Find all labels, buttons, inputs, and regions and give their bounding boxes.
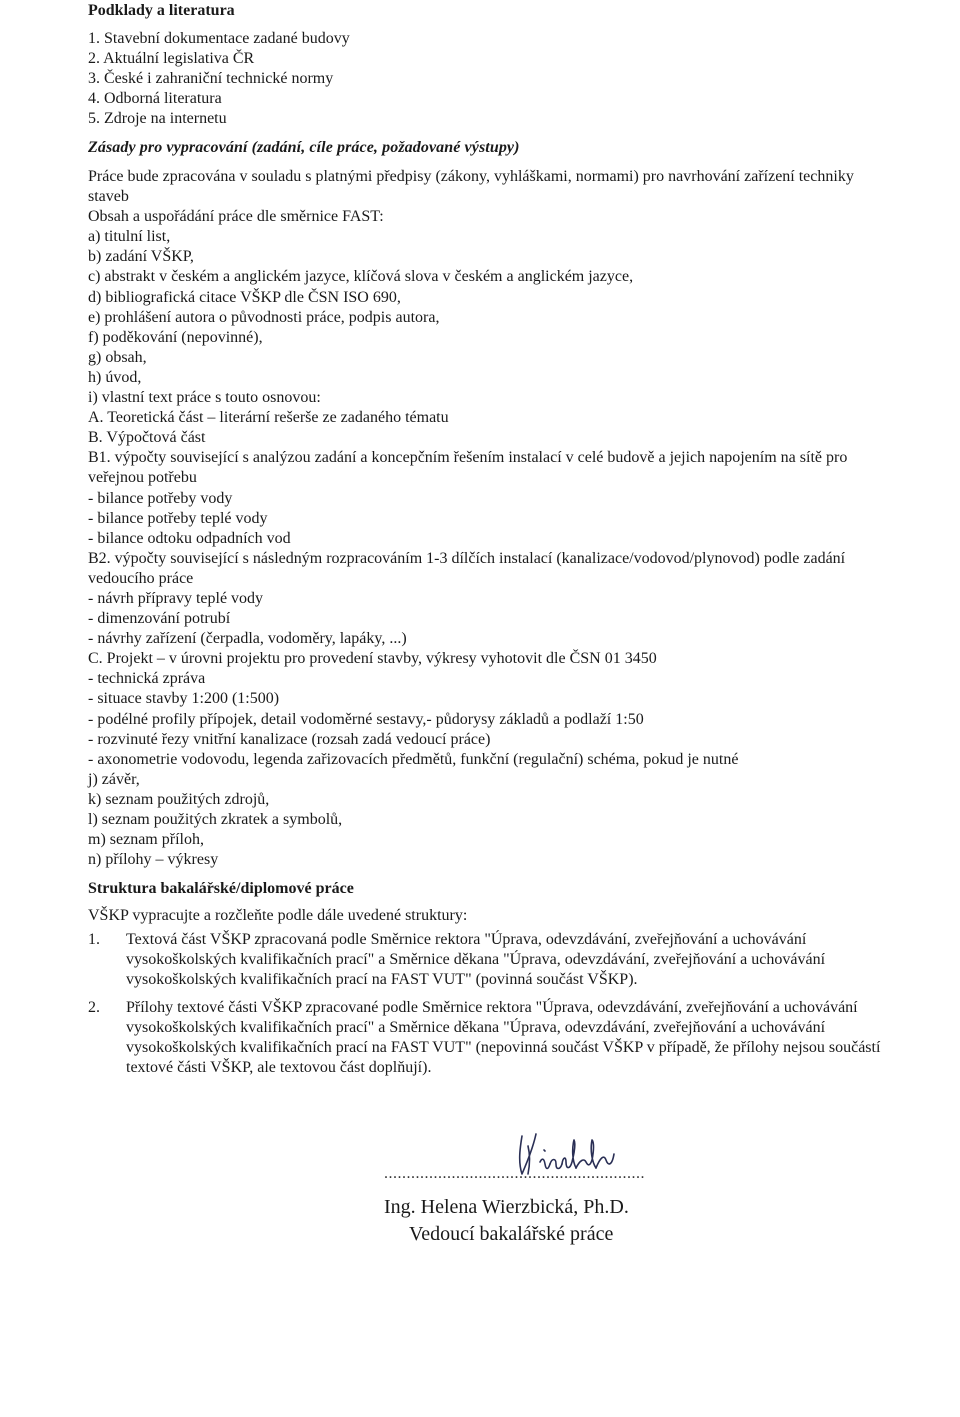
principles-line: h) úvod, bbox=[88, 368, 142, 386]
principles-line: - situace stavby 1:200 (1:500) bbox=[88, 690, 280, 708]
sources-item: 5. Zdroje na internetu bbox=[88, 110, 227, 127]
structure-item-line: vysokoškolských kvalifikačních prací na FAST VUT" (povinná součást VŠKP). bbox=[126, 971, 638, 988]
principles-line: - dimenzování potrubí bbox=[88, 610, 231, 628]
structure-item-number: 1. bbox=[88, 931, 100, 948]
principles-line: k) seznam použitých zdrojů, bbox=[88, 790, 270, 808]
principles-line: j) závěr, bbox=[88, 770, 140, 788]
principles-line: c) abstrakt v českém a anglickém jazyce, klíčová slova v českém a anglickém jazyce, bbox=[88, 268, 634, 286]
supervisor-role: Vedoucí bakalářské práce bbox=[409, 1223, 614, 1245]
structure-item bbox=[88, 930, 956, 990]
structure-item-line: Přílohy textové části VŠKP zpracované podle Směrnice rektora "Úprava, odevzdávání, zveřejňování a uchovávání bbox=[126, 999, 858, 1016]
principles-line: C. Projekt – v úrovni projektu pro provedení stavby, výkresy vyhotovit dle ČSN 01 3450 bbox=[88, 650, 657, 668]
principles-line: m) seznam příloh, bbox=[88, 831, 204, 849]
sources-heading: Podklady a literatura bbox=[88, 2, 235, 19]
structure-item-number: 2. bbox=[88, 999, 100, 1016]
principles-line: B2. výpočty související s následným rozpracováním 1-3 dílčích instalací (kanalizace/vodovod/plynovod) podle zadání bbox=[88, 549, 846, 567]
principles-line: - bilance potřeby vody bbox=[88, 489, 233, 507]
structure-item-text bbox=[126, 930, 956, 990]
principles-line: - bilance potřeby teplé vody bbox=[88, 509, 268, 527]
principles-line: Práce bude zpracována v souladu s platnými předpisy (zákony, vyhláškami, normami) pro navrhování zařízení techniky bbox=[88, 168, 854, 185]
principles-line: l) seznam použitých zkratek a symbolů, bbox=[88, 811, 343, 828]
principles-line: i) vlastní text práce s touto osnovou: bbox=[88, 389, 321, 407]
principles-heading: Zásady pro vypracování (zadání, cíle práce, požadované výstupy) bbox=[88, 139, 520, 156]
principles-line: f) poděkování (nepovinné), bbox=[88, 328, 263, 346]
principles-line: g) obsah, bbox=[88, 348, 147, 366]
principles-line: staveb bbox=[88, 188, 129, 206]
sources-item: 2. Aktuální legislativa ČR bbox=[88, 50, 255, 67]
structure-item-line: vysokoškolských kvalifikačních prací na FAST VUT" (nepovinná součást VŠKP v případě, že přílohy nejsou součástí bbox=[126, 1039, 881, 1056]
signature-line: .......................................................... bbox=[384, 1165, 645, 1182]
structure-item-line: Textová část VŠKP zpracovaná podle Směrnice rektora "Úprava, odevzdávání, zveřejňování a uchovávání bbox=[126, 931, 807, 948]
principles-line: Obsah a uspořádání práce dle směrnice FAST: bbox=[88, 208, 384, 226]
structure-item bbox=[88, 998, 956, 1078]
structure-item-line: vysokoškolských kvalifikačních prací" a Směrnice děkana "Úprava, odevzdávání, zveřejňování a uchovávání bbox=[126, 1019, 826, 1036]
principles-line: - podélné profily přípojek, detail vodoměrné sestavy,- půdorysy základů a podlaží 1:50 bbox=[88, 710, 644, 728]
principles-body bbox=[88, 167, 938, 870]
principles-line: - technická zpráva bbox=[88, 670, 206, 688]
principles-line: d) bibliografická citace VŠKP dle ČSN ISO 690, bbox=[88, 288, 401, 306]
principles-line: - návrhy zařízení (čerpadla, vodoměry, lapáky, ...) bbox=[88, 630, 407, 648]
structure-item-text bbox=[126, 998, 956, 1078]
principles-line: vedoucího práce bbox=[88, 569, 194, 587]
principles-line: n) přílohy – výkresy bbox=[88, 851, 219, 869]
principles-line: veřejnou potřebu bbox=[88, 469, 197, 487]
principles-line: - návrh přípravy teplé vody bbox=[88, 589, 264, 607]
structure-heading: Struktura bakalářské/diplomové práce bbox=[88, 880, 354, 897]
principles-line: - bilance odtoku odpadních vod bbox=[88, 529, 291, 547]
structure-item-line: textové části VŠKP, ale textovou část doplňují). bbox=[126, 1059, 432, 1076]
sources-item: 3. České i zahraniční technické normy bbox=[88, 70, 334, 87]
structure-intro: VŠKP vypracujte a rozčleňte podle dále uvedené struktury: bbox=[88, 907, 468, 924]
principles-line: A. Teoretická část – literární rešerše ze zadaného tématu bbox=[88, 409, 449, 427]
principles-line: e) prohlášení autora o původnosti práce, podpis autora, bbox=[88, 308, 440, 326]
principles-line: - axonometrie vodovodu, legenda zařizovacích předmětů, funkční (regulační) schéma, pokud je nutné bbox=[88, 750, 739, 768]
structure-list bbox=[88, 930, 956, 1086]
sources-list bbox=[88, 29, 350, 129]
principles-line: - rozvinuté řezy vnitřní kanalizace (rozsah zadá vedoucí práce) bbox=[88, 730, 491, 748]
principles-line: a) titulní list, bbox=[88, 228, 171, 246]
principles-line: b) zadání VŠKP, bbox=[88, 248, 194, 266]
sources-item: 4. Odborná literatura bbox=[88, 90, 222, 107]
structure-item-line: vysokoškolských kvalifikačních prací" a Směrnice děkana "Úprava, odevzdávání, zveřejňování a uchovávání bbox=[126, 951, 826, 968]
principles-line: B1. výpočty související s analýzou zadání a koncepčním řešením instalací v celé budově a jejich napojením na sítě pro bbox=[88, 449, 848, 467]
sources-item: 1. Stavební dokumentace zadané budovy bbox=[88, 30, 350, 47]
principles-line: B. Výpočtová část bbox=[88, 429, 206, 447]
supervisor-name: Ing. Helena Wierzbická, Ph.D. bbox=[384, 1196, 629, 1218]
